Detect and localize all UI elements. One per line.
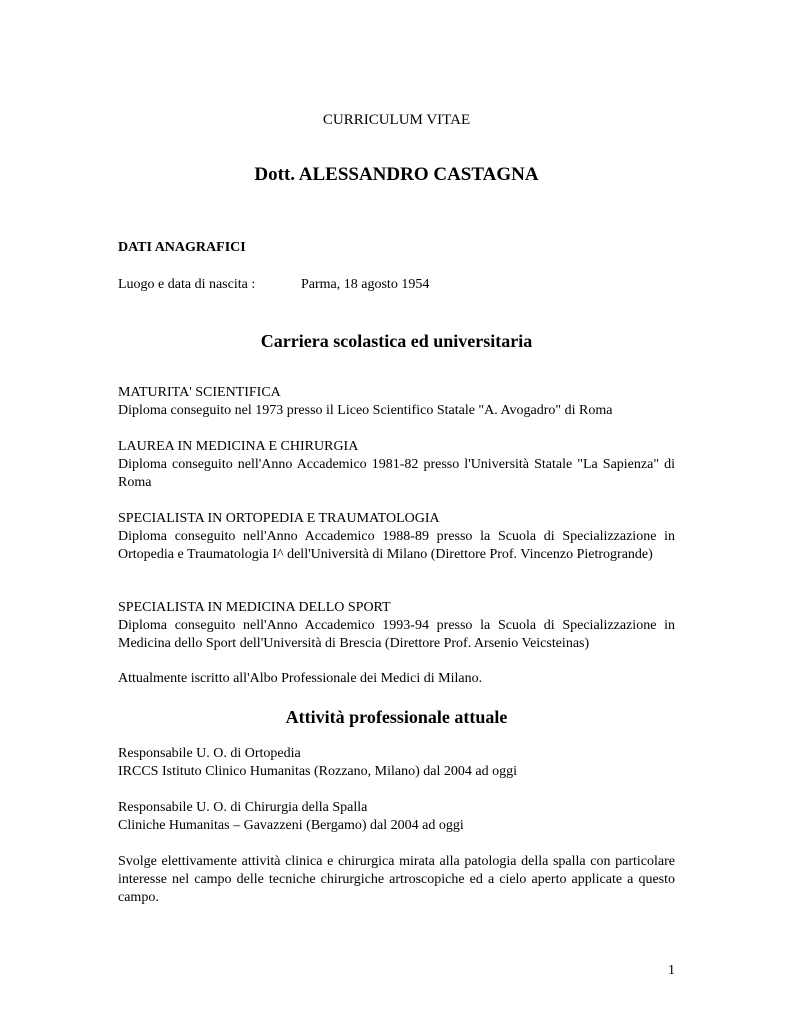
position-role: Responsabile U. O. di Chirurgia della Spalla (118, 800, 368, 815)
page-number: 1 (668, 963, 675, 978)
personal-data-heading: DATI ANAGRAFICI (118, 240, 246, 255)
education-item (118, 384, 675, 420)
education-item (118, 438, 675, 492)
education-item (118, 599, 675, 653)
education-item-heading: SPECIALISTA IN ORTOPEDIA E TRAUMATOLOGIA (118, 511, 440, 526)
professional-summary: Svolge elettivamente attività clinica e chirurgica mirata alla patologia della spalla con particolare interesse nel campo delle tecniche chirurgiche artroscopiche ed a cielo aperto applicate a questo campo. (118, 854, 675, 905)
education-item-heading: MATURITA' SCIENTIFICA (118, 385, 281, 400)
birth-row (118, 276, 429, 294)
cv-page (118, 0, 675, 1024)
education-item-detail: Diploma conseguito nell'Anno Accademico 1993-94 presso la Scuola di Specializzazione in Medicina dello Sport dell'Università di Brescia (Direttore Prof. Arsenio Veicsteinas) (118, 618, 675, 651)
position-place: IRCCS Istituto Clinico Humanitas (Rozzano, Milano) dal 2004 ad oggi (118, 764, 517, 779)
position-item (118, 745, 675, 781)
education-title: Carriera scolastica ed universitaria (260, 331, 533, 351)
position-place: Cliniche Humanitas – Gavazzeni (Bergamo) dal 2004 ad oggi (118, 818, 464, 833)
education-item-detail: Diploma conseguito nell'Anno Accademico 1988-89 presso la Scuola di Specializzazione in Ortopedia e Traumatologia I^ dell'Università di Milano (Direttore Prof. Vincenzo Pietrogrande) (118, 529, 675, 562)
position-item (118, 799, 675, 835)
professional-title: Attività professionale attuale (285, 707, 508, 727)
birth-label: Luogo e data di nascita : (118, 277, 256, 292)
document-title: Dott. ALESSANDRO CASTAGNA (254, 164, 539, 185)
education-item-detail: Diploma conseguito nell'Anno Accademico 1981-82 presso l'Università Statale "La Sapienza" di Roma (118, 457, 675, 490)
registration-note: Attualmente iscritto all'Albo Professionale dei Medici di Milano. (118, 671, 483, 686)
education-item-heading: SPECIALISTA IN MEDICINA DELLO SPORT (118, 600, 391, 615)
document-label: CURRICULUM VITAE (322, 112, 471, 128)
education-item (118, 510, 675, 564)
birth-value: Parma, 18 agosto 1954 (301, 277, 430, 292)
education-item-detail: Diploma conseguito nel 1973 presso il Liceo Scientifico Statale "A. Avogadro" di Roma (118, 403, 613, 418)
education-item-heading: LAUREA IN MEDICINA E CHIRURGIA (118, 439, 359, 454)
position-role: Responsabile U. O. di Ortopedia (118, 746, 301, 761)
